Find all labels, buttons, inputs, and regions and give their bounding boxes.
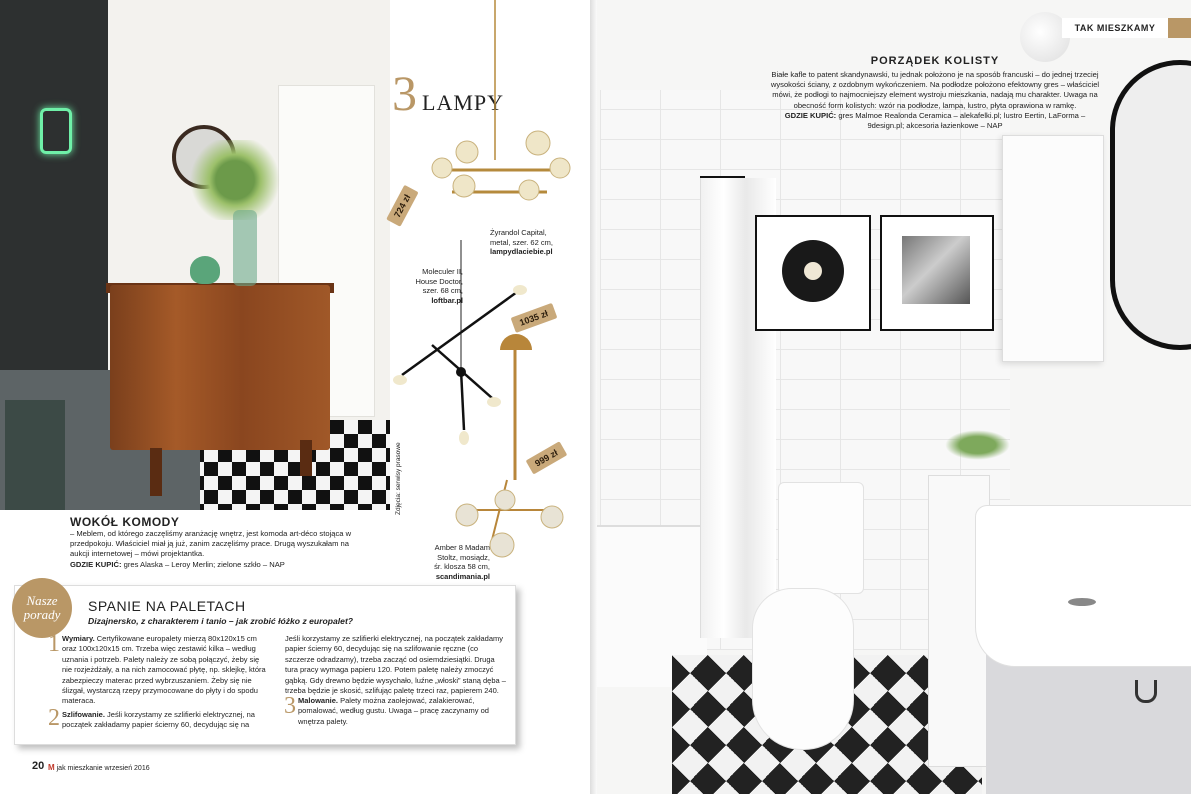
caption-source: scandimania.pl xyxy=(435,571,490,581)
lamp2-bulb xyxy=(513,285,527,295)
lamp1-bulb xyxy=(519,180,539,200)
lamp1-caption xyxy=(490,228,585,257)
magazine-issue: jak mieszkanie wrzesień 2016 xyxy=(54,765,150,772)
step-text: Certyfikowane europalety mierzą 80x120x15 cm oraz 100x120x15 cm. Trzeba więc zestawić kilka – według uznania i potrzeb. Palety należy ze sobą połączyć, żeby się nie rozjeżdżały, a na nich zamocować płytę, np. sklejkę, która zabezpieczy materac przed wybrzuszaniem. Żeby się nie ślizgał, wystarczą rzepy przymocowane do płyty i do spodu materaca. xyxy=(62,634,266,706)
caption-line: House Doctor, xyxy=(415,276,463,286)
caption-source: loftbar.pl xyxy=(431,295,463,305)
glass-vase xyxy=(233,210,257,286)
lamp2-hub xyxy=(456,367,466,377)
price-tag-3: 999 zł xyxy=(526,441,567,474)
step-2-continued xyxy=(285,634,507,696)
price-tag-1: 724 zł xyxy=(386,185,418,227)
dresser-leg xyxy=(300,440,312,476)
lamp2-caption xyxy=(410,267,463,305)
lamps-number: 3 xyxy=(392,65,417,121)
mirror-cabinet xyxy=(1002,135,1104,362)
lamp3-globe xyxy=(456,504,478,526)
caption-line: szer. 68 cm, xyxy=(422,286,463,295)
lamp1-bulb xyxy=(453,175,475,197)
lamp2-bulb xyxy=(487,397,501,407)
lamp3-canopy xyxy=(500,334,532,350)
step-text: Jeśli korzystamy ze szlifierki elektrycznej, na początek zakładamy papier ścierny 60, decydując się na szlifowanie ręczne (co szczerze odradzamy), trzeba zacząć od osiemdziesiątki. Druga tura pracy wymaga papieru 120. Potem paletę należy zmoczyć gąbką. Gdy drewno będzie wysychało, luźne „włoski” staną dęba – trzeba będzie je skosić, szlifując paletę trzeci raz, papierem 240. xyxy=(285,634,506,696)
toilet-bowl xyxy=(752,588,854,750)
price-tag-2: 1035 zł xyxy=(511,303,557,333)
towel-hook xyxy=(1135,680,1157,703)
komody-where-text: gres Alaska – Leroy Merlin; zielone szkło – NAP xyxy=(121,559,285,569)
step-number: 3 xyxy=(284,693,296,719)
kolisty-text: Białe kafle to patent skandynawski, tu jednak położono je na sposób francuski – do jednej trzeciej wysokości ściany, z ozdobnym wykończeniem. Na podłodze położono efektowny gres – właściciel mówi, że podłogi to najmocniejszy element wystroju mieszkania, nadają mu charakter. Uwaga na obecność form kolistych: wzór na podłodze, lampa, lustro, płyta oprawiona w ramkę. xyxy=(770,70,1100,110)
lamp2-bulb xyxy=(459,431,469,445)
komody-body xyxy=(70,529,365,570)
step-label: Wymiary. xyxy=(62,634,95,643)
caption-line: Amber 8 Madam xyxy=(434,543,490,552)
photo-credit: Zdjęcia: serwisy prasowe xyxy=(395,442,402,515)
badge-line: porady xyxy=(23,607,61,622)
step-2-start xyxy=(62,710,267,731)
tips-subtitle: Dizajnersko, z charakterem i tanio – jak zrobić łóżko z europalet? xyxy=(88,616,354,626)
toilet-tank xyxy=(778,482,864,594)
lamp3-globe xyxy=(541,506,563,528)
step-label: Malowanie. xyxy=(298,696,339,705)
step-text: Palety można zaolejować, zalakierować, pomalować, według gustu. Uwaga – pracę zaczynamy od wnętrza palety. xyxy=(298,696,489,726)
lamp3-globe xyxy=(495,490,515,510)
kolisty-where-label: GDZIE KUPIĆ: xyxy=(784,110,837,120)
sofa-cushion xyxy=(5,400,65,510)
sink-drain xyxy=(1068,598,1096,606)
bathroom-plant xyxy=(945,430,1010,460)
caption-source: lampydlaciebie.pl xyxy=(490,247,553,256)
step-text: Jeśli korzystamy ze szlifierki elektrycznej, na początek zakładamy papier ścierny 60, decydując się na xyxy=(62,710,255,730)
washbasin xyxy=(975,505,1191,667)
flower-bouquet xyxy=(185,140,285,220)
magazine-name xyxy=(48,763,150,772)
dresser-leg xyxy=(150,448,162,496)
lamp2-bulb xyxy=(393,375,407,385)
step-label: Szlifowanie. xyxy=(62,710,105,719)
lamp3-globe xyxy=(490,533,514,557)
neon-sign xyxy=(40,108,72,154)
caption-line: śr. klosza 58 cm, xyxy=(434,562,490,571)
step-number: 2 xyxy=(48,705,60,731)
green-glass-bowl xyxy=(190,256,220,284)
page-number: 20 xyxy=(32,760,45,772)
lamp1-bulb xyxy=(550,158,570,178)
lamp2-arm xyxy=(461,370,464,430)
section-accent-bar xyxy=(1168,18,1191,38)
tips-heading: SPANIE NA PALETACH xyxy=(88,598,246,614)
tips-badge xyxy=(12,578,72,638)
komody-text: – Meblem, od którego zaczęliśmy aranżację wnętrz, jest komoda art-déco stojąca w przedpokoju. Właściciel miał ją już, zanim zaczęliśmy prace. Drugą wyszukałam na aukcji internetowej – mówi projektantka. xyxy=(70,529,352,559)
magazine-logo: M xyxy=(48,763,55,772)
step-1 xyxy=(62,634,267,707)
art-deco-dresser xyxy=(110,285,330,450)
caption-line: Żyrandol Capital, xyxy=(490,228,547,237)
kolisty-body xyxy=(770,70,1100,131)
kolisty-heading: PORZĄDEK KOLISTY xyxy=(870,55,1000,67)
komody-heading: WOKÓŁ KOMODY xyxy=(70,515,180,529)
section-tag: TAK MIESZKAMY xyxy=(1062,18,1168,38)
kolisty-where-text: gres Malmoe Realonda Ceramica – alekafelki.pl; lustro Eertin, LaForma – 9design.pl; akcesoria łazienkowe – NAP xyxy=(836,110,1086,131)
caption-line: Stoltz, mosiądz, xyxy=(437,552,490,562)
framed-photo xyxy=(902,236,970,304)
caption-line: metal, szer. 62 cm, xyxy=(490,237,553,247)
badge-line: Nasze xyxy=(26,593,58,608)
lamps-title: LAMPY xyxy=(422,90,505,115)
lamp3-caption xyxy=(424,543,490,581)
vinyl-label xyxy=(804,262,822,280)
round-mirror xyxy=(1110,60,1191,350)
lamp1-bulb xyxy=(526,131,550,155)
lamp1-bulb xyxy=(456,141,478,163)
step-number: 1 xyxy=(48,631,60,657)
step-3 xyxy=(298,696,508,727)
komody-where-label: GDZIE KUPIĆ: xyxy=(70,559,122,569)
lamp1-bulb xyxy=(432,158,452,178)
caption-line: Moleculer II, xyxy=(422,267,463,276)
